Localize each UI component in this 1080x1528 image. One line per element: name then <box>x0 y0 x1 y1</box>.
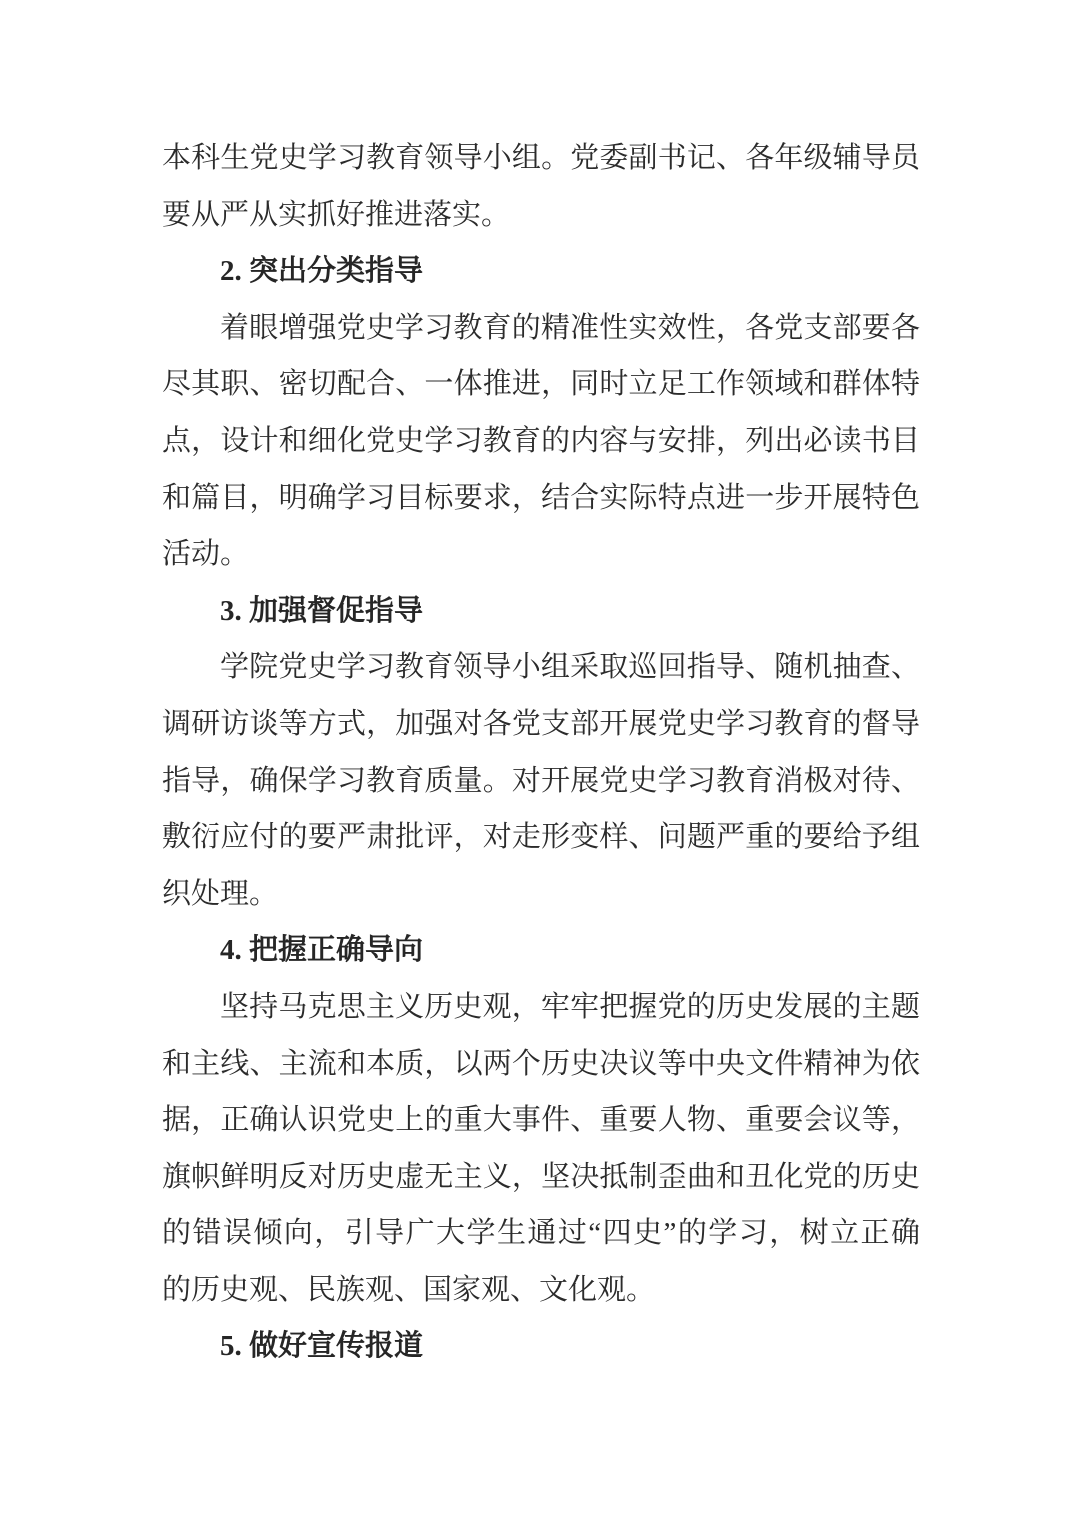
text-line: 旗帜鲜明反对历史虚无主义，坚决抵制歪曲和丑化党的历史 <box>162 1160 920 1193</box>
section-heading: 5. 做好宣传报道 <box>220 1330 424 1363</box>
text-line: 指导，确保学习教育质量。对开展党史学习教育消极对待、 <box>162 764 920 797</box>
text-line: 敷衍应付的要严肃批评，对走形变样、问题严重的要给予组 <box>162 821 920 854</box>
text-line: 调研访谈等方式，加强对各党支部开展党史学习教育的督导 <box>162 707 920 740</box>
section-heading: 2. 突出分类指导 <box>220 255 424 288</box>
text-line: 和主线、主流和本质，以两个历史决议等中央文件精神为依 <box>162 1047 920 1080</box>
text-line: 坚持马克思主义历史观，牢牢把握党的历史发展的主题 <box>220 990 920 1023</box>
text-line: 的错误倾向，引导广大学生通过“四史”的学习，树立正确 <box>162 1217 920 1250</box>
text-line: 活动。 <box>162 538 250 571</box>
text-line: 和篇目，明确学习目标要求，结合实际特点进一步开展特色 <box>162 481 920 514</box>
text-line: 着眼增强党史学习教育的精准性实效性，各党支部要各 <box>220 311 920 344</box>
text-line: 要从严从实抓好推进落实。 <box>162 198 511 231</box>
text-line: 据，正确认识党史上的重大事件、重要人物、重要会议等， <box>162 1104 920 1137</box>
text-line: 尽其职、密切配合、一体推进，同时立足工作领域和群体特 <box>162 368 920 401</box>
section-heading: 4. 把握正确导向 <box>220 934 424 967</box>
text-line: 的历史观、民族观、国家观、文化观。 <box>162 1273 656 1306</box>
text-line: 本科生党史学习教育领导小组。党委副书记、各年级辅导员 <box>162 142 920 174</box>
document-body <box>162 130 920 1375</box>
text-line: 点，设计和细化党史学习教育的内容与安排，列出必读书目 <box>162 424 920 457</box>
text-line: 学院党史学习教育领导小组采取巡回指导、随机抽查、 <box>220 651 920 684</box>
section-heading: 3. 加强督促指导 <box>220 594 424 627</box>
text-line: 织处理。 <box>162 877 279 910</box>
